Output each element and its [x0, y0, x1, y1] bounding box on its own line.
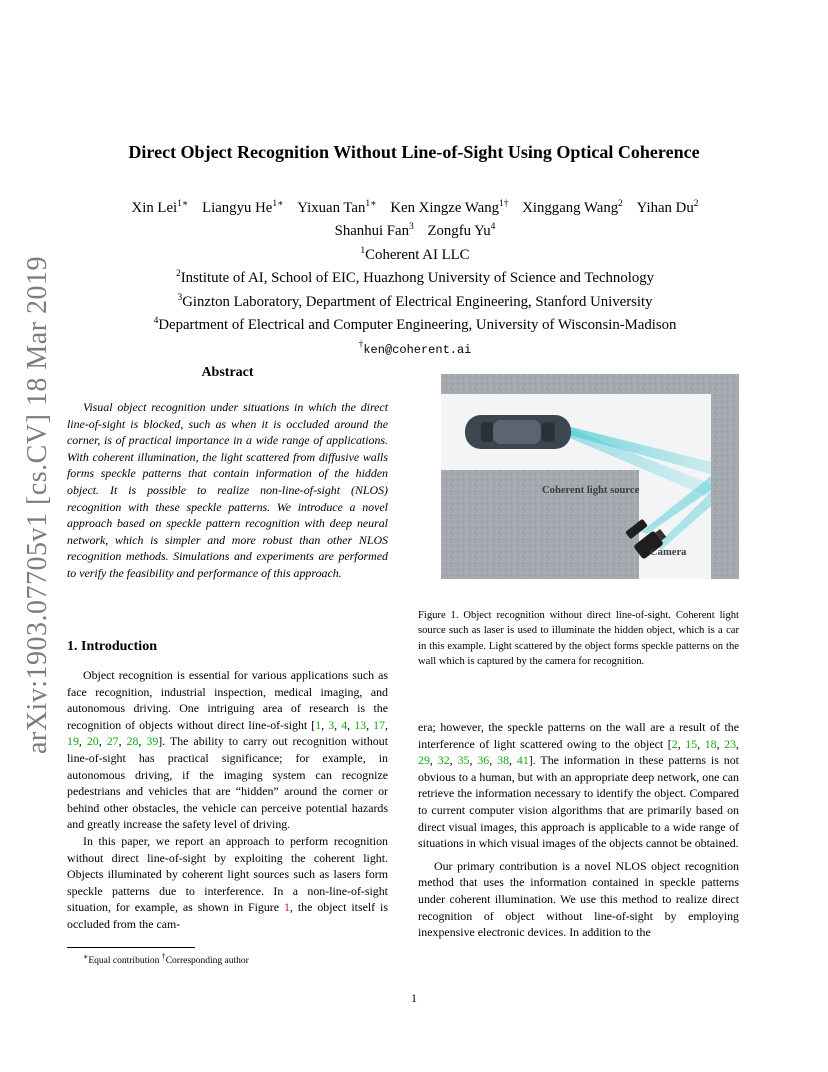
citation-link[interactable]: 29 [418, 753, 430, 768]
abstract-heading: Abstract [201, 365, 254, 380]
citation-link[interactable]: 35 [457, 753, 470, 768]
footnote-rule [67, 947, 195, 948]
top-wall [441, 374, 739, 394]
abstract-text: Visual object recognition under situations in which the direct line-of-sight is blocked, such as when it is occluded around the corner, is of practical importance in a wide range of applications. With coherent illumination, the light scattered from diffusive walls forms speckle patterns that contain information of the hidden object. It is possible to realize non-line-of-sight (NLOS) recognition with these speckle patterns. We introduce a novel approach based on speckle pattern recognition with deep neural network, which is simpler and more robust than other NLOS recognition methods. Simulations and experiments are performed to verify the feasibility and performance of this approach. [67, 400, 388, 580]
right-paragraph-1: era; however, the speckle patterns on the wall are a result of the interference of light scattered owing to the object [2, 15, 18, 23, 29, 32, 35, 36, 38, 41]. The information in these patterns is not obvious to a human, but with an appropriate deep network, one can retrieve the information necessary to identify the object. Compared to current computer vision algorithms that are primarily based on direct visual images, this approach is applicable to a wide range of situations in which visual images of the objects cannot be obtained. [418, 720, 739, 851]
right-paragraph-2: Our primary contribution is a novel NLOS object recognition method that uses the information contained in speckle patterns under coherent illumination. We use this method to realize direct recognition of object without line-of-sight by employing inexpensive electronic devices. In addition to the [418, 858, 739, 940]
section-heading-introduction: 1. Introduction [67, 639, 157, 654]
author-line-2 [60, 218, 770, 241]
author: Zongfu Yu$^4$ [427, 222, 496, 240]
coherent-source-label: Coherent light source [542, 485, 640, 496]
citation-link[interactable]: 32 [437, 753, 450, 768]
figure-1-illustration [441, 374, 739, 579]
citation-link[interactable]: 13 [354, 717, 367, 732]
camera-label: Camera [650, 547, 687, 558]
citation-link[interactable]: 23 [724, 736, 737, 751]
citation-link[interactable]: 4 [341, 717, 348, 732]
citation-link[interactable]: 41 [516, 753, 529, 768]
figure-1-caption: Figure 1. Object recognition without direct line-of-sight. Coherent light source such as laser is used to illuminate the hidden object, which is a car in this example. Light scattered by the object forms speckle patterns on the wall which is captured by the camera for recognition. [418, 610, 739, 667]
citation-link[interactable]: 2 [671, 736, 678, 751]
author: Xin Lei$^{1∗}$ [131, 199, 189, 216]
author-block [60, 195, 770, 360]
author: Ken Xingze Wang$^{1\dagger}$ [390, 199, 509, 216]
email: †ken@coherent.ai [358, 339, 472, 357]
footnote: ∗Equal contribution †Corresponding author [83, 952, 249, 967]
intro-paragraph-1: Object recognition is essential for various applications such as face recognition, industrial inspection, medical imaging, and autonomous driving. One intriguing area of research is the recognition of objects without direct line-of-sight [1, 3, 4, 13, 17, 19, 20, 27, 28, 39]. The ability to carry out recognition without line-of-sight has practical significance; for example, in autonomous driving, if the imaging system can recognize pedestrians and vehicles that are “hidden” around the corner or behind other obstacles, the vehicle can perceive potential hazards and greatly increase the safety level of driving. [67, 668, 388, 832]
author-line-1 [60, 195, 770, 218]
intro-paragraph-2: In this paper, we report an approach to perform recognition without direct line-of-sight by exploiting the coherent light. Objects illuminated by coherent light sources such as lasers form speckle patterns due to interference. In a non-line-of-sight situation, for example, as shown in Figure 1, the object itself is occluded from the cam- [67, 833, 388, 931]
author: Shanhui Fan$^3$ [334, 222, 414, 240]
citation-link[interactable]: 27 [106, 734, 119, 749]
arxiv-stamp-text: arXiv:1903.07705v1 [cs.CV] 18 Mar 2019 [22, 255, 53, 754]
car-icon [465, 415, 571, 449]
arxiv-side-stamp [18, 255, 58, 762]
citation-link[interactable]: 1 [315, 717, 322, 732]
citation-link[interactable]: 18 [704, 736, 717, 751]
affiliation: $^2$Institute of AI, School of EIC, Huazhong University of Science and Technology [175, 269, 655, 287]
citation-link[interactable]: 36 [477, 753, 490, 768]
author: Liangyu $He^{1∗}$ [202, 199, 284, 216]
author: Yixuan Tan$^{1∗}$ [297, 199, 377, 216]
citation-link[interactable]: 39 [146, 734, 159, 749]
affiliation: $^3$Ginzton Laboratory, Department of Electrical Engineering, Stanford University [177, 292, 653, 310]
citation-link[interactable]: 20 [86, 734, 99, 749]
figure-1-scene [441, 374, 739, 579]
introduction-body [67, 667, 388, 933]
citation-link[interactable]: 15 [685, 736, 698, 751]
citation-link[interactable]: 28 [126, 734, 139, 749]
affiliation: $^1$Coherent AI LLC [360, 245, 470, 263]
citation-link[interactable]: 38 [497, 753, 510, 768]
citation-link[interactable]: 19 [67, 734, 79, 749]
paper-title: Direct Object Recognition Without Line-of-Sight Using Optical Coherence [128, 142, 700, 162]
author: Xinggang Wang$^2$ [522, 199, 623, 216]
citation-link[interactable]: 3 [328, 717, 335, 732]
right-column-body [418, 719, 739, 941]
citation-link[interactable]: 17 [373, 717, 385, 732]
right-wall [711, 374, 739, 579]
figure-ref-link[interactable]: 1 [283, 900, 290, 915]
affiliation: $^4$Department of Electrical and Computer Engineering, University of Wisconsin-Madison [153, 316, 677, 334]
author: Yihan Du$^2$ [636, 199, 699, 216]
page-number: 1 [411, 991, 417, 1005]
